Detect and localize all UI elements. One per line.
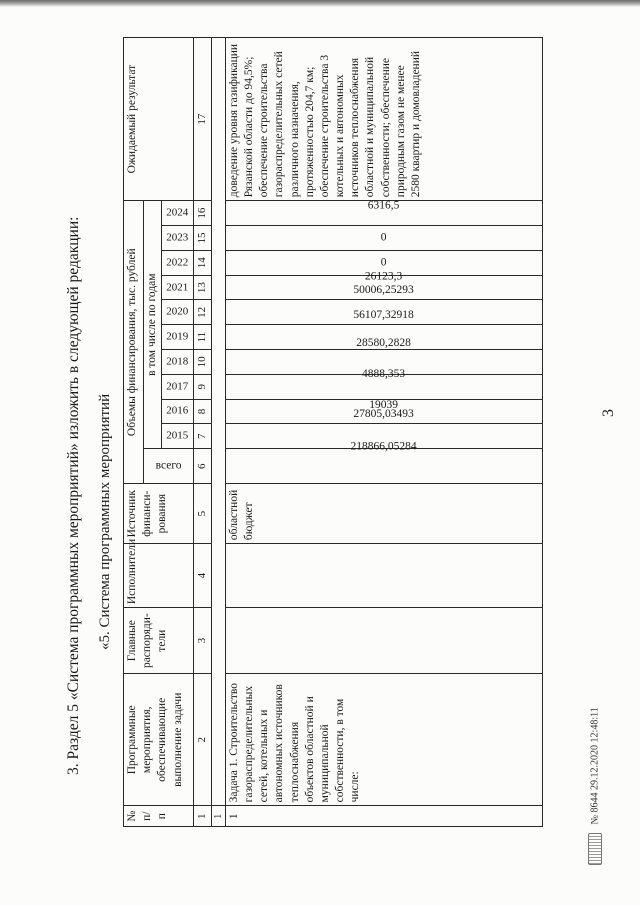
year-value: 28580,2828: [225, 350, 542, 375]
year-value: 4888,353: [225, 374, 542, 399]
col-number: 7: [194, 424, 212, 449]
col-number: 16: [194, 201, 212, 226]
year-cell: 2024: [162, 201, 194, 226]
col-number: 10: [194, 350, 212, 375]
registration-stamp-icon: [588, 833, 602, 865]
year-cell: 2022: [162, 250, 194, 275]
header-executors: Исполнители: [124, 544, 194, 608]
col-number: 14: [194, 250, 212, 275]
executors-cell: [225, 544, 542, 608]
col-number: 13: [194, 275, 212, 300]
year-value: 0: [225, 250, 542, 275]
total-value: 218866,05284: [225, 449, 542, 484]
header-by-years: в том числе по годам: [144, 201, 162, 449]
section-row-empty: [211, 38, 225, 806]
document-datetime: 29.12.2020 12:48:11: [589, 707, 601, 790]
funding-source: областной бюджет: [225, 484, 542, 544]
section-number: 1: [211, 806, 225, 827]
row-number: 1: [225, 806, 542, 827]
year-cell: 2015: [162, 424, 194, 449]
col-number: 1: [194, 806, 212, 827]
program-table: [123, 37, 543, 827]
year-value: 0: [225, 226, 542, 251]
year-value: 27805,03493: [225, 424, 542, 449]
header-no: № п/п: [124, 806, 194, 827]
col-number: 4: [194, 544, 212, 608]
expected-result: доведение уровня газификации Рязанской области до 94,5%; обеспечение строительства газораспределительных сетей различного назначения, протяженностью 204,7 км; обеспечение строительства 3 котельных и автономных источников теплоснабжения областной и муниципальной собственности; обеспечение природным газом не менее 2580 квартир и домовладений: [225, 38, 542, 201]
col-number: 9: [194, 374, 212, 399]
year-value: 6316,5: [225, 201, 542, 226]
task-description: Задача 1. Строительство газораспределительных сетей, котельных и автономных источников теплоснабжения объектов областной и муниципальной собственности, в том числе:: [225, 674, 542, 806]
header-source: Источник финанси-рования: [124, 484, 194, 544]
year-cell: 2020: [162, 300, 194, 325]
header-funding: Объемы финансирования, тыс. рублей: [124, 201, 144, 484]
year-value: 50006,25293: [225, 300, 542, 325]
year-cell: 2016: [162, 399, 194, 424]
table-title: «5. Система программных мероприятий: [97, 393, 113, 650]
table-row: [225, 38, 542, 827]
col-number: 8: [194, 399, 212, 424]
year-value: 19039: [225, 399, 542, 424]
year-cell: 2019: [162, 325, 194, 350]
year-cell: 2023: [162, 226, 194, 251]
year-cell: 2021: [162, 275, 194, 300]
col-number: 6: [194, 449, 212, 484]
col-number: 3: [194, 608, 212, 674]
header-result: Ожидаемый результат: [124, 38, 194, 201]
document-number: № 8644: [589, 792, 601, 825]
section-heading: 3. Раздел 5 «Система программных мероприятий» изложить в следующей редакции:: [65, 216, 82, 775]
managers-cell: [225, 608, 542, 674]
header-program: Программные мероприятия, обеспечивающие выполнение задачи: [124, 674, 194, 806]
col-number: 5: [194, 484, 212, 544]
year-value: 26123,3: [225, 275, 542, 300]
col-number: 11: [194, 325, 212, 350]
col-number: 2: [194, 674, 212, 806]
col-number: 15: [194, 226, 212, 251]
header-total: всего: [144, 449, 194, 484]
col-number: 12: [194, 300, 212, 325]
col-number: 17: [194, 38, 212, 201]
header-managers: Главные распоряди-тели: [124, 608, 194, 674]
year-cell: 2018: [162, 350, 194, 375]
year-value: 56107,32918: [225, 325, 542, 350]
year-cell: 2017: [162, 374, 194, 399]
page-number: 3: [600, 409, 617, 417]
document-stamp-line: [588, 707, 602, 865]
